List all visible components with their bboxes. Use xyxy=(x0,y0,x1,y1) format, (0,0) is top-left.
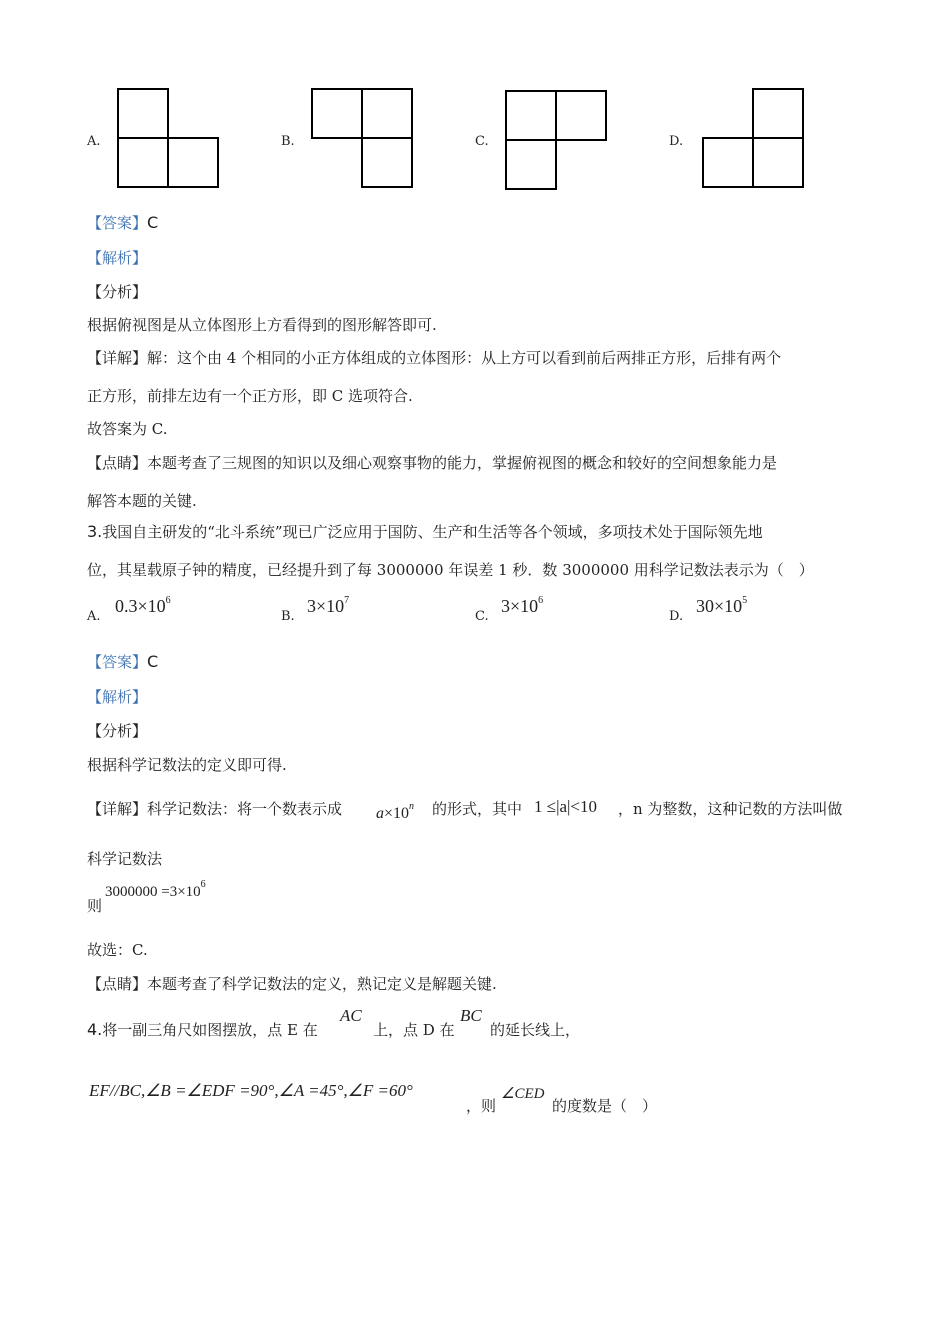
q3-detail-line1 xyxy=(87,799,342,819)
dianjing-tag: 【点睛】 xyxy=(87,454,148,472)
q3-detail-math-range: 1 ≤|a|<10 xyxy=(534,797,598,816)
q3-number: 3. xyxy=(87,522,103,541)
q3-ze-math: $3000000 =3\times 10^6$ xyxy=(105,879,206,900)
q2-conclusion: 故答案为 C. xyxy=(87,420,168,438)
option-a-figure xyxy=(116,87,220,189)
detail-tag: 【详解】 xyxy=(87,800,148,818)
q3-detail-text-part3: ，n 为整数，这种记数的方法叫做 xyxy=(618,800,843,818)
q2-jiexi-tag: 【解析】 xyxy=(87,249,148,267)
q4-math-bc: BC xyxy=(460,1006,482,1025)
option-c-figure xyxy=(504,89,608,191)
q4-text-part5: 的度数是（ ） xyxy=(552,1097,658,1115)
detail-text-part1: 科学记数法：将一个数表示成 xyxy=(147,800,343,818)
q4-math-ac: AC xyxy=(340,1006,362,1025)
q4-text-part3: 的延长线上， xyxy=(490,1021,581,1039)
q2-dianjing-line2: 解答本题的关键. xyxy=(87,492,197,510)
answer-tag: 【答案】 xyxy=(87,653,148,671)
q3-jiexi-tag: 【解析】 xyxy=(87,688,148,706)
q4-stem-line1-start xyxy=(87,1020,318,1040)
q3-option-c-value: $3\times 10^6$ xyxy=(501,595,544,616)
q2-detail-line2: 正方形，前排左边有一个正方形，即 C 选项符合. xyxy=(87,387,413,405)
q3-option-b-value: $3\times 10^7$ xyxy=(307,595,350,616)
q2-fenxi-tag: 【分析】 xyxy=(87,283,148,301)
option-d-label: D. xyxy=(669,134,684,149)
q3-option-a-value: $0.3\times 10^6$ xyxy=(115,595,171,616)
option-d-figure xyxy=(701,87,805,189)
option-a-label: A. xyxy=(87,134,101,149)
q4-number: 4. xyxy=(87,1020,103,1039)
q4-math-angle: ∠CED xyxy=(501,1086,545,1102)
option-b-figure xyxy=(310,87,414,189)
dianjing-text: 本题考查了科学记数法的定义，熟记定义是解题关键. xyxy=(147,975,497,993)
q3-conclusion: 故选：C. xyxy=(87,941,148,959)
q3-detail-text-part2: 的形式，其中 xyxy=(432,800,523,818)
q3-detail-math-a: $a\times 10^n$ xyxy=(376,801,415,822)
q3-dianjing-line xyxy=(87,974,497,994)
q3-detail-line2: 科学记数法 xyxy=(87,850,163,868)
q3-option-d-value: $30\times 10^5$ xyxy=(696,595,748,616)
q4-text-part1: 将一副三角尺如图摆放，点 E 在 xyxy=(102,1021,318,1039)
q3-fenxi-text: 根据科学记数法的定义即可得. xyxy=(87,756,287,774)
detail-tag: 【详解】 xyxy=(87,349,148,367)
q3-fenxi-tag: 【分析】 xyxy=(87,722,148,740)
q3-option-b-label: B. xyxy=(281,609,295,624)
q2-dianjing-line1 xyxy=(87,453,777,473)
answer-tag: 【答案】 xyxy=(87,214,148,232)
q3-option-c-label: C. xyxy=(475,609,489,624)
q4-conditions: EF//BC,∠B =∠EDF =90°,∠A =45°,∠F =60° xyxy=(89,1081,413,1100)
q4-text-part2: 上，点 D 在 xyxy=(373,1021,455,1039)
dianjing-tag: 【点睛】 xyxy=(87,975,148,993)
dianjing-text: 本题考查了三规图的知识以及细心观察事物的能力，掌握俯视图的概念和较好的空间想象能力是 xyxy=(147,454,778,472)
answer-value: C xyxy=(147,213,159,232)
q3-stem-line1 xyxy=(87,522,763,542)
option-c-label: C. xyxy=(475,134,489,149)
q3-stem-text1: 我国自主研发的“北斗系统”现已广泛应用于国防、生产和生活等各个领域，多项技术处于国际领先地 xyxy=(102,523,763,541)
q3-ze: 则 xyxy=(87,897,103,915)
q4-text-part4: ，则 xyxy=(466,1097,497,1115)
q3-answer-line xyxy=(87,652,158,672)
option-b-label: B. xyxy=(281,134,295,149)
q2-detail-line1 xyxy=(87,348,781,368)
q2-answer-line xyxy=(87,213,158,233)
detail-text: 解：这个由 4 个相同的小正方体组成的立体图形：从上方可以看到前后两排正方形，后排有两个 xyxy=(147,349,782,367)
q3-option-d-label: D. xyxy=(669,609,684,624)
q3-stem-line2: 位，其星载原子钟的精度，已经提升到了每 3000000 年误差 1 秒．数 3000000 用科学记数法表示为（ ） xyxy=(87,561,814,579)
q3-option-a-label: A. xyxy=(87,609,101,624)
q2-fenxi-text: 根据俯视图是从立体图形上方看得到的图形解答即可. xyxy=(87,316,437,334)
answer-value: C xyxy=(147,652,159,671)
